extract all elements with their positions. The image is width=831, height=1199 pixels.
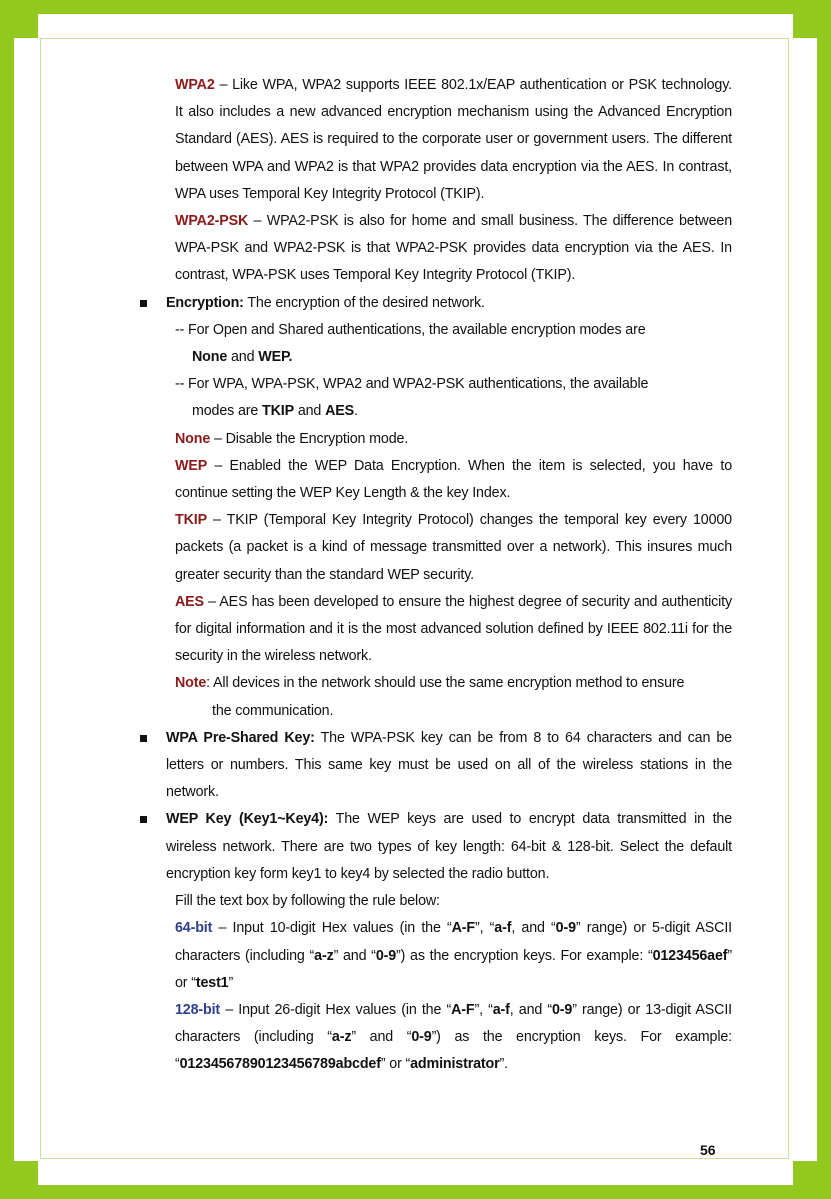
text: ”	[228, 974, 234, 991]
text: ” range) or 13-digit ASCII characters (including “	[175, 1001, 732, 1046]
encryption-open-line: -- For Open and Shared authentications, the available encryption modes are	[175, 321, 646, 338]
wpa-psk-key-text: The WPA-PSK key can be from 8 to 64 characters and can be letters or numbers. This same key must be used on all of the wireless stations in the network.	[166, 729, 732, 801]
key-value: 0123456aef	[652, 947, 728, 964]
text: ” or “	[175, 947, 733, 991]
note-continued: the communication.	[212, 702, 334, 719]
key-value: 0-9	[555, 920, 576, 937]
corner-ornament	[793, 1161, 817, 1185]
encryption-text: The encryption of the desired network.	[243, 294, 485, 311]
encryption-wpa-modes	[140, 398, 732, 425]
text: ”) as the encryption keys. For example: “	[175, 1029, 732, 1073]
encryption-open-modes	[140, 344, 732, 371]
key-value: 01234567890123456789abcdef	[179, 1056, 381, 1073]
text: ” and “	[333, 947, 376, 964]
aes-paragraph	[140, 589, 732, 671]
mode-aes: AES	[325, 403, 355, 420]
wep-paragraph	[140, 453, 732, 507]
period: .	[354, 403, 358, 420]
wep-key-bullet	[140, 806, 732, 888]
text: , and “	[509, 1001, 552, 1018]
key-value: a-f	[492, 1001, 510, 1018]
note-text: : All devices in the network should use the same encryption method to ensure	[206, 675, 685, 692]
text: , and “	[511, 920, 556, 937]
corner-ornament	[14, 1161, 38, 1185]
text: ” or “	[380, 1056, 411, 1073]
wep-key-label: WEP Key (Key1~Key4):	[166, 811, 329, 828]
modes-are: modes are	[192, 403, 263, 420]
text: – Input 10-digit Hex values (in the “	[212, 920, 452, 937]
key-value: a-z	[314, 947, 334, 964]
mode-and: and	[294, 403, 326, 420]
text: ”, “	[475, 920, 495, 937]
none-term: None	[175, 430, 211, 447]
wpa2-term: WPA2	[175, 77, 215, 93]
text: ”.	[499, 1056, 508, 1073]
page-border-left	[0, 0, 14, 1199]
mode-and: and	[227, 349, 259, 366]
page-border-bottom	[0, 1185, 831, 1199]
text: ”, “	[474, 1001, 493, 1018]
key-value: a-z	[331, 1029, 352, 1046]
key-value: 0-9	[411, 1029, 432, 1046]
bit128-term: 128-bit	[175, 1001, 221, 1018]
wep-text: – Enabled the WEP Data Encryption. When the item is selected, you have to continue setting the WEP Key Length & the key Index.	[175, 457, 732, 502]
wpa2psk-term: WPA2-PSK	[175, 213, 249, 230]
aes-term: AES	[175, 593, 204, 610]
page-border-top	[0, 0, 831, 14]
tkip-term: TKIP	[175, 512, 207, 529]
key-value: test1	[195, 974, 229, 991]
page-content	[140, 72, 732, 1079]
wpa2psk-text: – WPA2-PSK is also for home and small business. The difference between WPA-PSK and WPA2-PSK is that WPA2-PSK provides data encryption via the AES. In contrast, WPA-PSK uses Temporal Key Integrity Protocol (TKIP).	[175, 213, 732, 284]
none-text: – Disable the Encryption mode.	[210, 430, 409, 447]
encryption-wpa-line: -- For WPA, WPA-PSK, WPA2 and WPA2-PSK authentications, the available	[175, 376, 649, 393]
wep-key-fill-rule: Fill the text box by following the rule below:	[175, 893, 440, 910]
page-number: 56	[700, 1142, 716, 1158]
wpa2-text: – Like WPA, WPA2 supports IEEE 802.1x/EAP authentication or PSK technology. It also includes a new advanced encryption mechanism using the Advanced Encryption Standard (AES). AES is required to the corporate user or government users. The different between WPA and WPA2 is that WPA2 provides data encryption via the AES. In contrast, WPA uses Temporal Key Integrity Protocol (TKIP).	[175, 77, 732, 202]
key-value: administrator	[410, 1056, 500, 1073]
key-value: A-F	[451, 920, 475, 937]
bit128-paragraph	[140, 997, 732, 1079]
bit64-paragraph	[140, 915, 732, 997]
wpa2-paragraph	[140, 72, 732, 208]
bit64-term: 64-bit	[175, 920, 213, 937]
note-paragraph	[140, 670, 732, 697]
key-value: 0-9	[375, 947, 397, 964]
wpa-psk-key-label: WPA Pre-Shared Key:	[166, 729, 315, 746]
key-value: A-F	[451, 1001, 475, 1018]
mode-wep: WEP.	[258, 349, 293, 366]
page-border-right	[817, 0, 831, 1199]
mode-none: None	[192, 349, 228, 366]
key-value: a-f	[494, 920, 512, 937]
tkip-paragraph	[140, 507, 732, 589]
text: ” and “	[351, 1029, 412, 1046]
wpa-psk-key-bullet	[140, 725, 732, 807]
corner-ornament	[793, 14, 817, 38]
mode-tkip: TKIP	[262, 403, 294, 420]
text: ” range) or 5-digit ASCII characters (including “	[175, 920, 732, 964]
wep-term: WEP	[175, 457, 208, 474]
encryption-bullet	[140, 290, 732, 317]
key-value: 0-9	[552, 1001, 573, 1018]
tkip-text: – TKIP (Temporal Key Integrity Protocol) changes the temporal key every 10000 packets (a packet is a kind of message transmitted over a network). This insures much greater security than the standard WEP security.	[175, 512, 732, 583]
corner-ornament	[14, 14, 38, 38]
aes-text: – AES has been developed to ensure the highest degree of security and authenticity for digital information and it is the most advanced solution defined by IEEE 802.11i for the security in the wireless network.	[175, 593, 732, 665]
encryption-label: Encryption:	[166, 294, 244, 311]
text: ”) as the encryption keys. For example: “	[396, 947, 653, 964]
wpa2psk-paragraph	[140, 208, 732, 290]
none-paragraph	[140, 426, 732, 453]
wep-key-text: The WEP keys are used to encrypt data transmitted in the wireless network. There are two types of key length: 64-bit & 128-bit. Select the default encryption key form key1 to key4 by selected the radio button.	[166, 811, 733, 882]
text: – Input 26-digit Hex values (in the “	[220, 1001, 452, 1018]
note-term: Note	[175, 675, 207, 692]
